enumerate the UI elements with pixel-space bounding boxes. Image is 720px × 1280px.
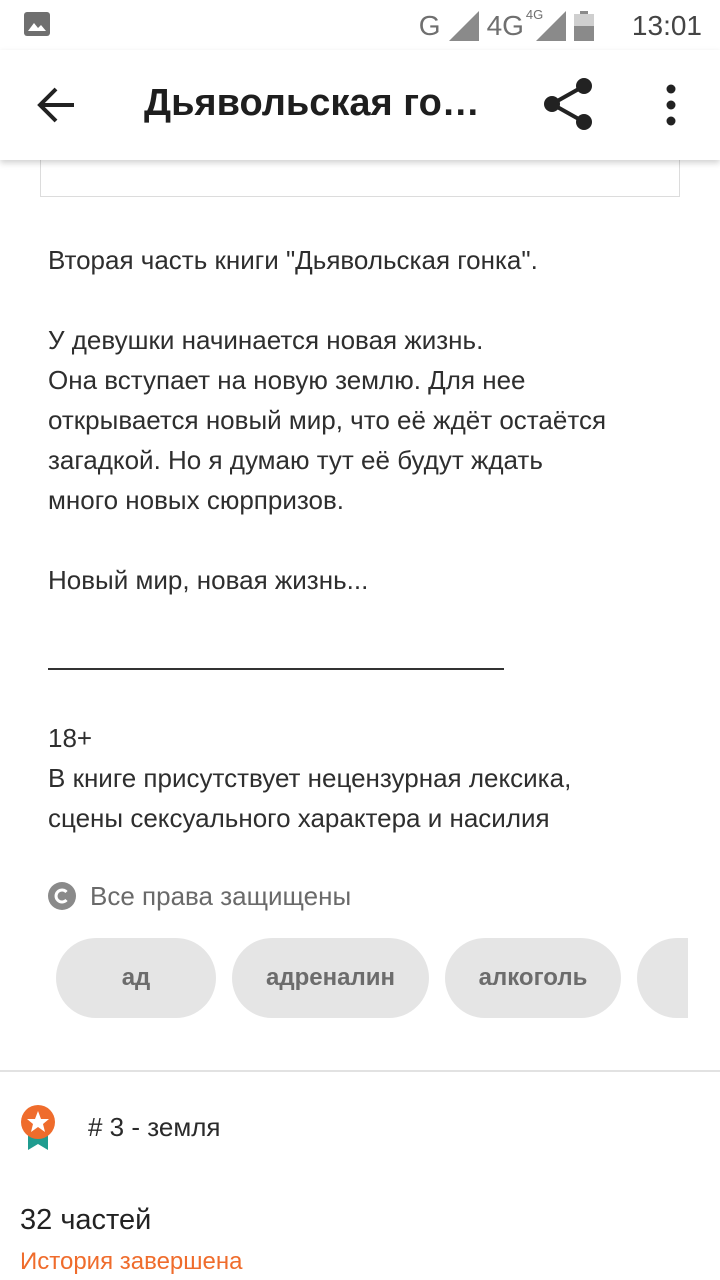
story-description [48, 240, 688, 600]
battery-icon [574, 11, 594, 41]
tag-chip[interactable]: ад [56, 938, 216, 1018]
description-line: У девушки начинается новая жизнь. [48, 325, 484, 355]
warning-line: сцены сексуального характера и насилия [48, 803, 550, 833]
image-notification-icon [24, 12, 50, 36]
copyright-text: Все права защищены [90, 880, 352, 911]
ranking-text: # 3 - земля [88, 1112, 221, 1142]
content-warning [48, 718, 688, 838]
copyright-icon [48, 882, 76, 910]
description-line: загадкой. Но я думаю тут её будут ждать [48, 445, 543, 475]
ranking-badge-icon [18, 1104, 58, 1152]
network-type-label-2: 4G [486, 10, 524, 41]
description-line: много новых сюрпризов. [48, 485, 344, 515]
description-line: Она вступает на новую землю. Для нее [48, 365, 526, 395]
page-title: Дьявольская го… [144, 82, 480, 124]
signal-4g-label: 4G [525, 7, 544, 22]
warning-line: В книге присутствует нецензурная лексика, [48, 763, 572, 793]
parts-count: 32 частей [20, 1204, 152, 1236]
app-bar [0, 50, 720, 160]
description-line: открывается новый мир, что её ждёт остаётся [48, 405, 607, 435]
tag-list [56, 938, 688, 1018]
description-line: Вторая часть книги "Дьявольская гонка". [48, 245, 538, 275]
ranking-row[interactable] [18, 1100, 698, 1160]
tag-chip[interactable]: адреналин [232, 938, 429, 1018]
status-bar [0, 0, 720, 50]
age-rating: 18+ [48, 723, 93, 753]
story-status: История завершена [20, 1248, 243, 1275]
share-icon[interactable] [540, 76, 596, 132]
signal-4g-icon [525, 7, 566, 41]
description-line: Новый мир, новая жизнь... [48, 565, 369, 595]
copyright-row [48, 876, 351, 916]
network-type-label: G [418, 10, 441, 41]
section-divider [0, 1070, 720, 1072]
text-divider [48, 668, 504, 670]
more-vertical-icon[interactable] [656, 82, 686, 128]
clock: 13:01 [631, 10, 702, 41]
arrow-left-icon[interactable] [34, 82, 80, 128]
tag-chip[interactable]: алкоголь [445, 938, 621, 1018]
tag-chip[interactable] [637, 938, 688, 1018]
signal-icon [449, 11, 479, 41]
status-icons [419, 6, 702, 46]
